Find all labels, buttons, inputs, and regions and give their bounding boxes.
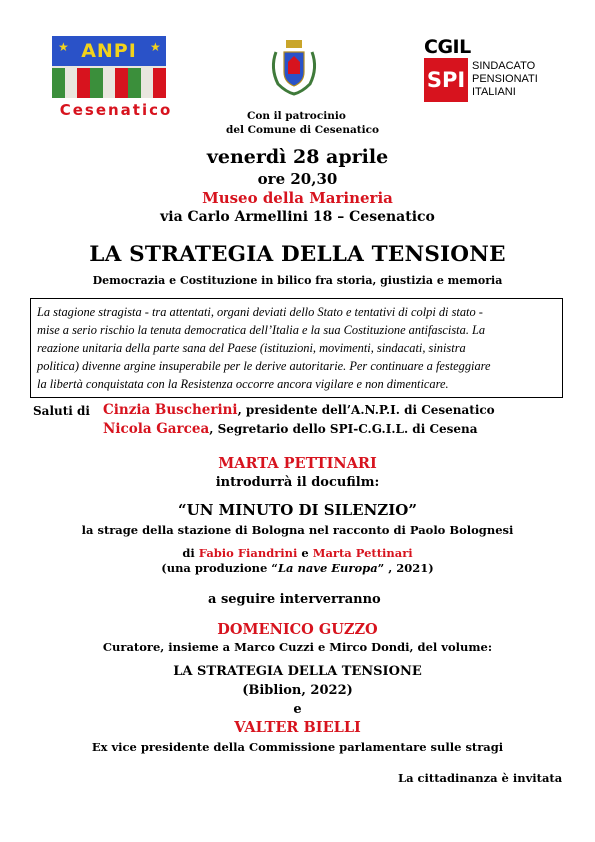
docufilm-production: (una produzione “La nave Europa” , 2021) <box>161 561 434 575</box>
production-name: La nave Europa <box>277 561 378 575</box>
presenter-name: MARTA PETTINARI <box>218 455 377 472</box>
greeting-2 <box>103 421 478 437</box>
speaker-2-name: VALTER BIELLI <box>234 719 361 736</box>
event-time: ore 20,30 <box>257 170 338 188</box>
intro-line: reazione unitaria della parte sana del Paese (istituzioni, movimenti, sindacati, sinistra <box>37 341 466 355</box>
comune-crest-icon <box>264 38 324 96</box>
intro-line: politica) divenne argine insuperabile per le derive autoritarie. Per continuare a festeggiare <box>37 359 491 373</box>
star-icon: ★ <box>150 40 161 54</box>
author-1: Fabio Fiandrini <box>198 546 298 560</box>
anpi-logo <box>52 36 166 98</box>
greeting-1-role: , presidente dell’A.N.P.I. di Cesenatico <box>237 403 495 417</box>
speaker-2-desc: Ex vice presidente della Commissione parlamentare sulle stragi <box>91 740 504 754</box>
page-subtitle: Democrazia e Costituzione in bilico fra storia, giustizia e memoria <box>92 274 503 287</box>
spi-logo-box: SPI <box>424 58 468 102</box>
book-info: (Biblion, 2022) <box>242 683 353 698</box>
docufilm-intro: introdurrà il docufilm: <box>215 475 380 490</box>
docufilm-title: “UN MINUTO DI SILENZIO” <box>178 501 417 519</box>
speaker-1-name: DOMENICO GUZZO <box>217 621 378 638</box>
greeting-2-name: Nicola Garcea <box>103 421 210 437</box>
intro-box <box>30 298 563 398</box>
cgil-spi-logo <box>424 36 556 104</box>
docufilm-description: la strage della stazione di Bologna nel racconto di Paolo Bolognesi <box>81 523 514 537</box>
patronage-line-2: del Comune di Cesenatico <box>226 124 380 136</box>
book-title: LA STRATEGIA DELLA TENSIONE <box>173 664 422 679</box>
greeting-2-role: , Segretario dello SPI-C.G.I.L. di Cesena <box>209 422 478 436</box>
follow-label: a seguire interverranno <box>208 592 381 607</box>
invite-note: La cittadinanza è invitata <box>398 771 563 785</box>
anpi-logo-text: ANPI <box>81 40 137 62</box>
star-icon: ★ <box>58 40 69 54</box>
speaker-1-desc: Curatore, insieme a Marco Cuzzi e Mirco Dondi, del volume: <box>102 640 493 654</box>
docufilm-authors: di Fabio Fiandrini e Marta Pettinari <box>182 546 413 560</box>
event-date: venerdì 28 aprile <box>206 146 389 168</box>
patronage-line-1: Con il patrocinio <box>247 110 346 122</box>
intro-line: La stagione stragista - tra attentati, organi deviati dello Stato e tentativi di colpi di stato - <box>37 305 483 319</box>
greeting-1 <box>103 402 495 418</box>
intro-line: la libertà conquistata con la Resistenza occorre ancora vigilare e non dimenticare. <box>37 377 449 391</box>
intro-line: mise a serio rischio la tenuta democratica dell’Italia e la sua Costituzione antifascista. La <box>37 323 486 337</box>
greeting-1-name: Cinzia Buscherini <box>103 402 238 418</box>
anpi-city-label: Cesenatico <box>59 101 173 119</box>
event-address: via Carlo Armellini 18 – Cesenatico <box>160 209 435 225</box>
cgil-logo-text: CGIL <box>424 36 471 58</box>
page-title: LA STRATEGIA DELLA TENSIONE <box>89 242 506 267</box>
spi-logo-caption: SINDACATO PENSIONATI ITALIANI <box>472 60 538 98</box>
and-separator: e <box>293 702 302 717</box>
greetings-label: Saluti di <box>33 404 90 418</box>
author-2: Marta Pettinari <box>312 546 413 560</box>
event-venue: Museo della Marineria <box>202 189 393 207</box>
